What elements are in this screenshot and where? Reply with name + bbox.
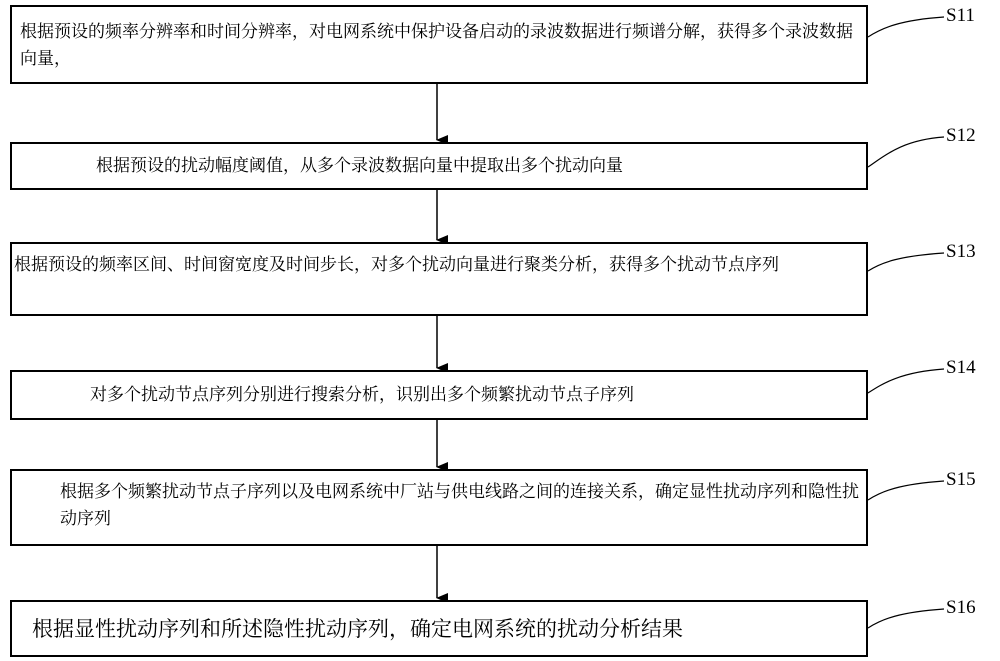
leader-s13 [868, 253, 944, 271]
step-box-s12 [10, 142, 868, 190]
leader-s16 [868, 609, 944, 628]
leader-s11 [868, 17, 944, 37]
step-label-s15: S15 [946, 469, 976, 490]
step-text-s14: 对多个扰动节点序列分别进行搜索分析，识别出多个频繁扰动节点子序列 [90, 385, 634, 405]
step-label-s14: S14 [946, 357, 976, 378]
step-box-s14 [10, 370, 868, 420]
step-box-s13 [10, 242, 868, 316]
step-text-s15: 根据多个频繁扰动节点子序列以及电网系统中厂站与供电线路之间的连接关系，确定显性扰动序列和隐性扰动序列 [60, 482, 859, 529]
step-text-s16: 根据显性扰动序列和所述隐性扰动序列，确定电网系统的扰动分析结果 [32, 617, 683, 641]
leader-s15 [868, 481, 944, 500]
leader-s12 [868, 137, 944, 167]
step-box-s11 [10, 5, 868, 84]
step-box-s15 [10, 469, 868, 546]
step-text-s12: 根据预设的扰动幅度阈值，从多个录波数据向量中提取出多个扰动向量 [96, 156, 623, 176]
step-label-s12: S12 [946, 125, 976, 146]
leader-s14 [868, 369, 944, 393]
step-label-s16: S16 [946, 597, 976, 618]
step-label-s11: S11 [946, 5, 975, 26]
step-label-s13: S13 [946, 241, 976, 262]
step-text-s13: 根据预设的频率区间、时间窗宽度及时间步长，对多个扰动向量进行聚类分析，获得多个扰动节点序列 [14, 255, 779, 275]
step-box-s16 [10, 600, 868, 657]
step-text-s11: 根据预设的频率分辨率和时间分辨率，对电网系统中保护设备启动的录波数据进行频谱分解，获得多个录波数据向量， [20, 22, 853, 69]
